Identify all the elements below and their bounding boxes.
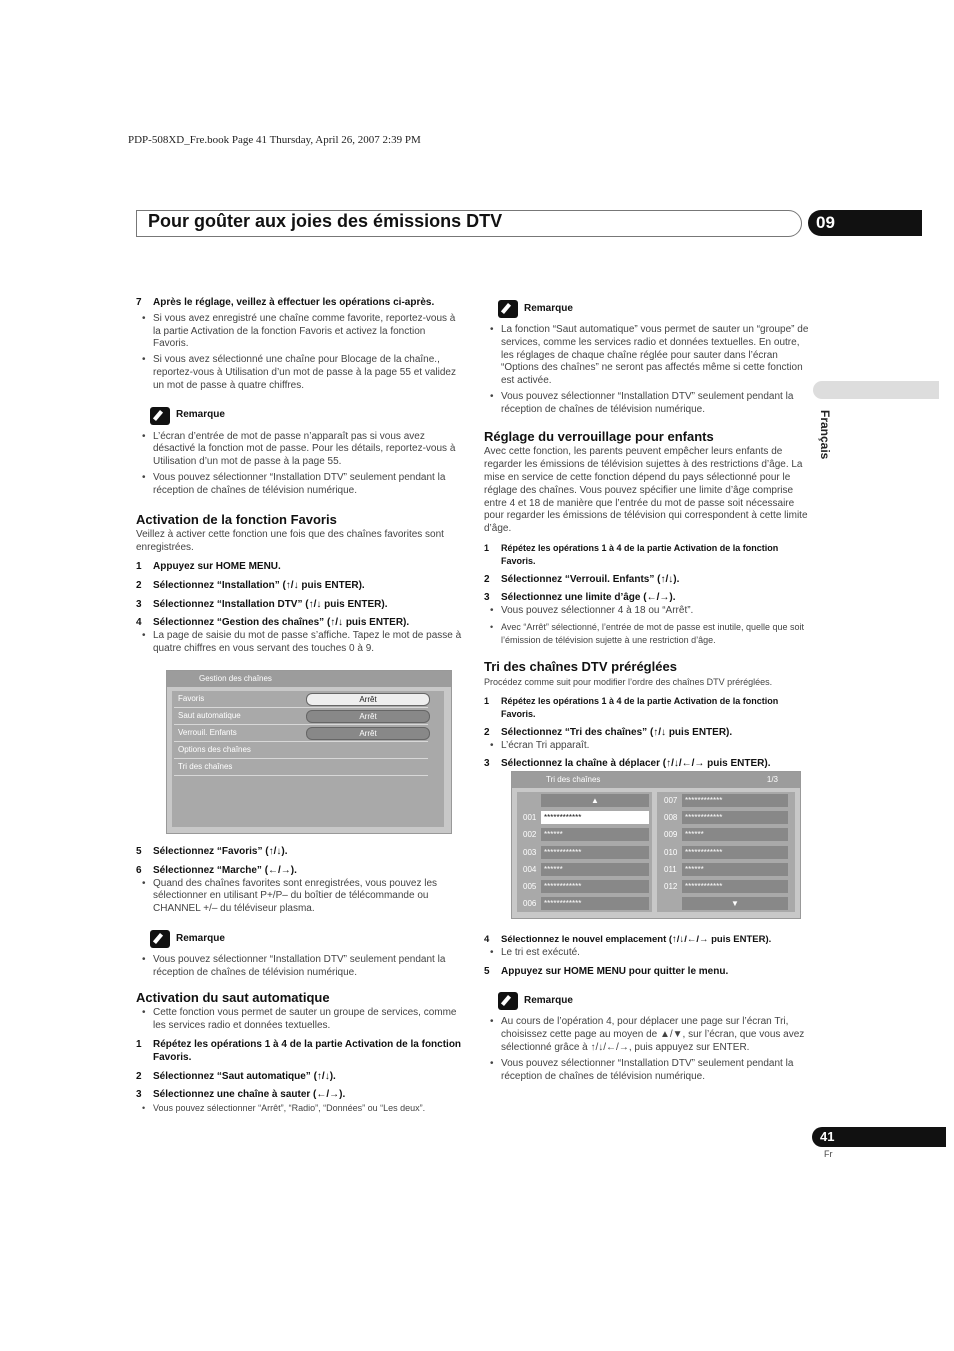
menu-row-verrouil[interactable]: Verrouil. Enfants Arrêt (174, 725, 428, 742)
right-column: Remarque • La fonction “Saut automatique” vous permet de sauter un “groupe” de services, comme les services radio et données textuelles. En outre, les réglages de chaque chaîne réglée pour sauter dans l’écran “Options des chaînes” ne seront pas affectés même si cette fonction est activée. • Vous pouvez sélectionner “Installation DTV” seulement pendant la réception de chaînes de télévision numérique. Réglage du verrouillage pour enfants Avec cette fonction, les parents peuvent empêcher leurs enfants de regarder les émissions de télévision sujettes à des restrictions d’âge. La mise en service de cette fonction dépend du pays sélectionné pour le réglage des chaînes. Vous pouvez spécifier une limite d’âge comprise entre 4 et 18 de manière que l’entrée du mot de passe soit nécessaire pour regarder les émissions de télévision qui correspondent à cette limite d’âge. 1 Répétez les opérations 1 à 4 de la partie Activation de la fonction Favoris. 2 Sélectionnez “Verrouil. Enfants” (↑/↓). 3 Sélectionnez une limite d’âge (←/→). • Vous pouvez sélectionner 4 à 18 ou “Arrêt”. • Avec “Arrêt” sélectionné, l’entrée de mot de passe est inutile, quelle que soit l’émission de télévision sujette à une restriction d’âge. Tri des chaînes DTV préréglées Procédez comme suit pour modifier l’ordre des chaînes DTV préréglées. 1 Répétez les opérations 1 à 4 de la partie Activation de la fonction Favoris. 2 Sélectionnez “Tri des chaînes” (↑/↓ puis ENTER). • L’écran Tri apparaît. 3 Sélectionnez la chaîne à déplacer (↑/↓/←/→ puis ENTER). (484, 296, 810, 771)
note-icon (498, 992, 518, 1010)
section-heading: Activation de la fonction Favoris (136, 511, 337, 527)
channel-item[interactable]: 007 ************ (682, 794, 788, 807)
language-tab (813, 381, 939, 399)
section-intro: Veillez à activer cette fonction une fois que des chaînes favorites sont enregistrées. (136, 529, 444, 554)
section-heading: Réglage du verrouillage pour enfants (484, 428, 714, 444)
screen-gestion-des-chaines (166, 670, 452, 834)
menu-row-favoris[interactable]: Favoris Arrêt (174, 691, 428, 708)
channel-item[interactable]: 010 ************ (682, 846, 788, 859)
scroll-down-button[interactable]: ▼ (682, 897, 788, 910)
channel-item[interactable]: 002 ****** (541, 828, 649, 841)
channel-item[interactable]: 003 ************ (541, 846, 649, 859)
channel-item[interactable]: 011 ****** (682, 863, 788, 876)
screen-title: Tri des chaînes 1/3 (512, 772, 800, 788)
bullet: Vous pouvez sélectionner “Installation DTV” seulement pendant la réception de chaînes de télévision numérique. (153, 471, 446, 496)
page-number: 41 (812, 1127, 946, 1147)
channel-item[interactable]: 012 ************ (682, 880, 788, 893)
right-column-2: 4 Sélectionnez le nouvel emplacement (↑/↓/←/→ puis ENTER). • Le tri est exécuté. 5 Appuyez sur HOME MENU pour quitter le menu. Remarque • Au cours de l’opération 4, pour déplacer une page sur l’écran Tri, choisissez cette page au moyen de ▲/▼, sur l’écran, que vous avez sélectionné grâce à ↑/↓/←/→, puis appuyez sur ENTER. • Vous pouvez sélectionner “Installation DTV” seulement pendant la réception de chaînes de télévision numérique. (484, 934, 810, 1083)
language-label: Français (818, 410, 832, 460)
note-icon (498, 300, 518, 318)
channel-item[interactable]: 001 ************ (541, 811, 649, 824)
book-meta: PDP-508XD_Fre.book Page 41 Thursday, April 26, 2007 2:39 PM (128, 134, 421, 146)
left-column-2: 5 Sélectionnez “Favoris” (↑/↓). 6 Sélectionnez “Marche” (←/→). • Quand des chaînes favorites sont enregistrées, vous pouvez les sélectionner en utilisant P+/P– du boîtier de télécommande ou CHANNEL +/– du téléviseur plasma. Remarque • Vous pouvez sélectionner “Installation DTV” seulement pendant la réception de chaînes de télévision numérique. Activation du saut automatique • Cette fonction vous permet de sauter un groupe de services, comme les services radio et données textuelles. 1 Répétez les opérations 1 à 4 de la partie Activation de la fonction Favoris. 2 Sélectionnez “Saut automatique” (↑/↓). 3 Sélectionnez une chaîne à sauter (←/→). • Vous pouvez sélectionner “Arrêt”, “Radio”, “Données” ou “Les deux”. (136, 846, 462, 1114)
page-lang: Fr (824, 1149, 833, 1159)
section-heading: Tri des chaînes DTV préréglées (484, 658, 677, 674)
bullet: Si vous avez sélectionné une chaîne pour Blocage de la chaîne., reportez-vous à Utilisation d’un mot de passe à la page 55 et validez un mot de passe à quatre chiffres. (153, 354, 456, 391)
note-heading: Remarque (498, 300, 810, 318)
menu-row-saut[interactable]: Saut automatique Arrêt (174, 708, 428, 725)
channel-item[interactable]: 008 ************ (682, 811, 788, 824)
note-heading: Remarque (150, 407, 462, 425)
note-heading: Remarque (150, 930, 462, 948)
bullet: L’écran d’entrée de mot de passe n’apparaît pas si vous avez désactivé la fonction mot de passe. Pour les détails, reportez-vous à Utilisation d’un mot de passe à la page 55. (153, 430, 456, 468)
page-indicator: 1/3 (766, 775, 778, 784)
menu-row-tri[interactable]: Tri des chaînes (174, 759, 428, 776)
note-icon (150, 407, 170, 425)
value-selector[interactable]: Arrêt (306, 693, 430, 706)
channel-item[interactable]: 004 ****** (541, 863, 649, 876)
step-7: Après le réglage, veillez à effectuer les opérations ci-après. (153, 297, 435, 308)
screen-title: Gestion des chaînes (167, 671, 451, 687)
note-heading: Remarque (498, 992, 810, 1010)
scroll-up-button[interactable]: ▲ (541, 794, 649, 807)
channel-item[interactable]: 006 ************ (541, 897, 649, 910)
channel-item[interactable]: 009 ****** (682, 828, 788, 841)
channel-item[interactable]: 005 ************ (541, 880, 649, 893)
section-heading: Activation du saut automatique (136, 989, 330, 1005)
note-icon (150, 930, 170, 948)
menu-row-options[interactable]: Options des chaînes (174, 742, 428, 759)
screen-tri-des-chaines (511, 771, 801, 919)
chapter-badge: 09 (808, 210, 922, 236)
bullet: Si vous avez enregistré une chaîne comme favorite, reportez-vous à la partie Activation de la fonction Favoris et activez la fonction Favoris. (153, 312, 456, 350)
left-column: 7 Après le réglage, veillez à effectuer les opérations ci-après. • Si vous avez enregistré une chaîne comme favorite, reportez-vous à la partie Activation de la fonction Favoris et activez la fonction Favoris. • Si vous avez sélectionné une chaîne pour Blocage de la chaîne., reportez-vous à Utilisation d’un mot de passe à la page 55 et validez un mot de passe à quatre chiffres. Remarque • L’écran d’entrée de mot de passe n’apparaît pas si vous avez désactivé la fonction mot de passe. Pour les détails, reportez-vous à Utilisation d’un mot de passe à la page 55. • Vous pouvez sélectionner “Installation DTV” seulement pendant la réception de chaînes de télévision numérique. Activation de la fonction Favoris Veillez à activer cette fonction une fois que des chaînes favorites sont enregistrées. 1 Appuyez sur HOME MENU. 2 Sélectionnez “Installation” (↑/↓ puis ENTER). 3 Sélectionnez “Installation DTV” (↑/↓ puis ENTER). 4 Sélectionnez “Gestion des chaînes” (↑/↓ puis ENTER). • La page de saisie du mot de passe s’affiche. Tapez le mot de passe à quatre chiffres en vous servant des touches 0 à 9. (136, 297, 462, 654)
page-title: Pour goûter aux joies des émissions DTV (148, 211, 503, 231)
